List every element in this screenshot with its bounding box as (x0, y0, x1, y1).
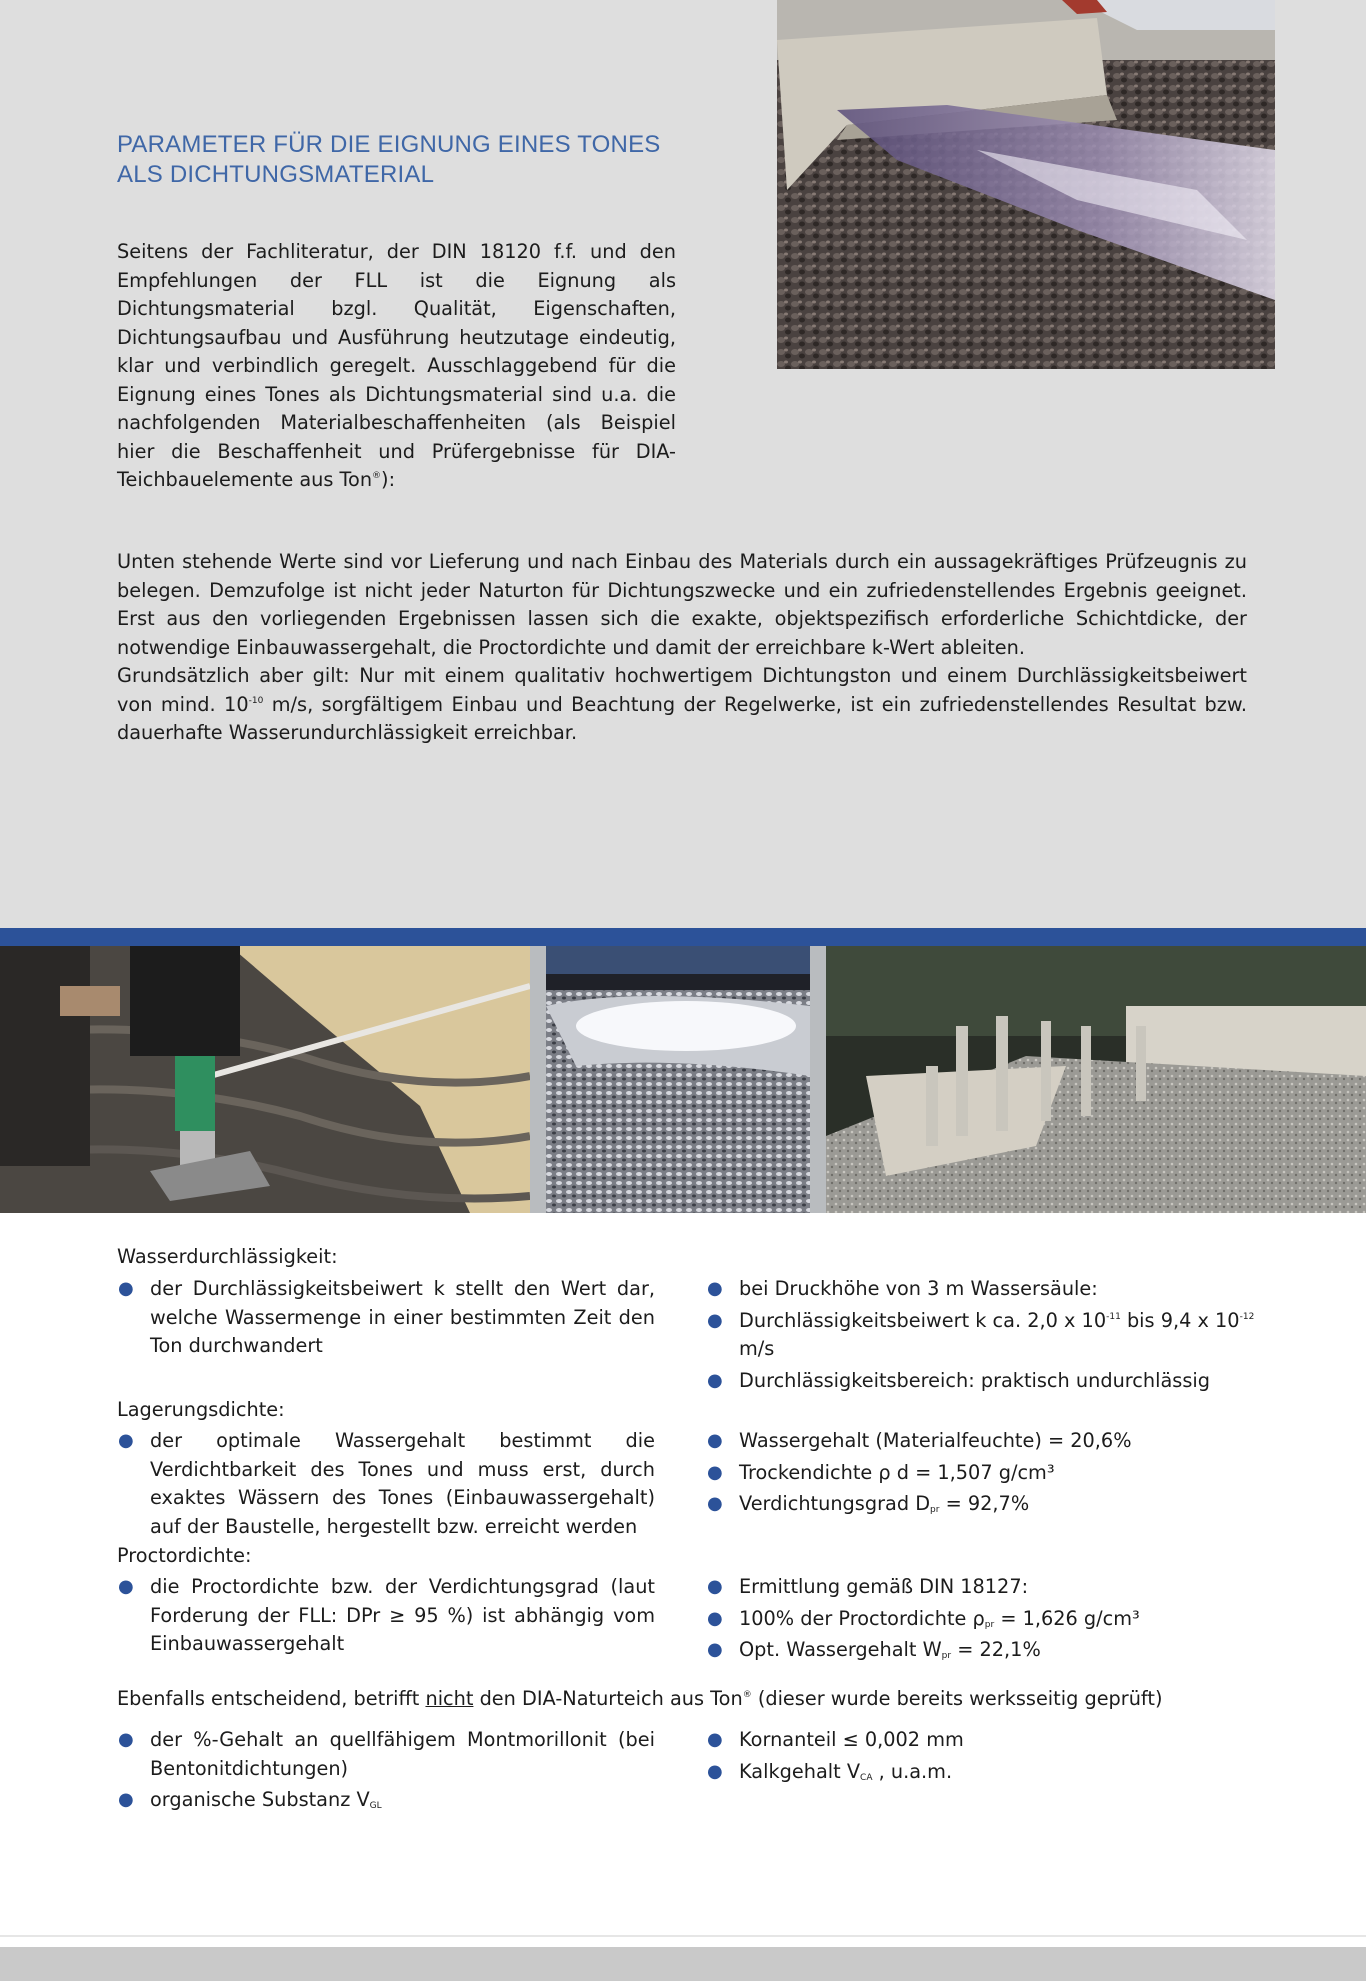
list-item: ● Kornanteil ≤ 0,002 mm (707, 1728, 964, 1751)
also-right-list (706, 1726, 1266, 1789)
principle-text-end: m/s, sorgfältigem Einbau und Beachtung der Regelwerke, ist ein zufriedenstellendes Resultat bzw. dauerhafte Wasserundurchlässigkeit erreichbar. (117, 692, 1247, 744)
list-item: ● Opt. Wassergehalt $W_{pr} = 22,1\%$ (707, 1638, 1041, 1661)
underlined-not: nicht (425, 1687, 474, 1710)
list-item: ● 100% der Proctordichte $\rho_{pr} = 1,626$ g/cm³ (707, 1606, 1140, 1630)
photo-stone-waterfall (777, 0, 1275, 369)
list-item: ● Durchlässigkeitsbeiwert k ca. 2,0 x $10^{-11}$ bis 9,4 x $10^{-12}$ m/s (707, 1308, 1255, 1360)
water-left-list (117, 1275, 655, 1364)
intro-paragraph (117, 238, 676, 495)
section-title-proctor: Proctordichte: (117, 1544, 252, 1567)
list-item: ● Kalkgehalt $V_{CA}$ , u.a.m. (707, 1759, 953, 1783)
proctor-left-list (117, 1573, 655, 1662)
principle-text: Grundsätzlich aber gilt: Nur mit einem qualitativ hochwertigem Dichtungston und einem Durchlässigkeitsbeiwert von mind. 10 (117, 664, 1247, 716)
list-item: ● Verdichtungsgrad $D_{pr} = 92,7\%$ (707, 1492, 1030, 1515)
blue-divider-band (0, 928, 1366, 946)
list-item: ● Trockendichte ρ d = 1,507 g/cm³ (707, 1460, 1055, 1484)
section-title-storage: Lagerungsdichte: (117, 1398, 285, 1421)
photo-wet-ground (546, 946, 810, 1213)
list-item: ● Durchlässigkeitsbereich: praktisch undurchlässig (707, 1368, 1210, 1392)
intro-text: Seitens der Fachliteratur, der DIN 18120 f.f. und den Empfehlungen der FLL ist die Eignung als Dichtungsmaterial bzgl. Qualität, Eigenschaften, Dichtungsaufbau und Ausführung heutzutage eindeutig, klar und verbindlich geregelt. Ausschlaggebend für die Eignung eines Tones als Dichtungsmaterial sind u.a. die nachfolgenden Materialbeschaffenheiten (als Beispiel hier die Beschaffenheit und Prüfergebnisse für DIA-Teichbauelemente aus Ton (117, 240, 676, 491)
bottom-gray-band (0, 1947, 1366, 1981)
list-item: ● Wassergehalt (Materialfeuchte) = 20,6% (707, 1429, 1132, 1452)
paragraph-principle (117, 662, 1247, 748)
photo-posts-gravel (826, 946, 1366, 1213)
also-left-list (117, 1726, 655, 1818)
storage-right-list (706, 1427, 1266, 1522)
list-item: ● die Proctordichte bzw. der Verdichtungsgrad (laut Forderung der FLL: DPr ≥ 95 %) ist abhängig vom Einbauwassergehalt (118, 1575, 655, 1655)
registered-mark: ® (372, 471, 382, 481)
heading-line-1: PARAMETER FÜR DIE EIGNUNG EINES TONES (117, 131, 661, 158)
list-item: ● der %-Gehalt an quellfähigem Montmorillonit (bei Bentonitdichtungen) (118, 1728, 655, 1780)
list-item: ● Ermittlung gemäß DIN 18127: (707, 1575, 1029, 1598)
page-heading (117, 130, 717, 190)
bottom-divider-line (0, 1935, 1366, 1937)
paragraph-values: Unten stehende Werte sind vor Lieferung und nach Einbau des Materials durch ein aussagekräftiges Prüfzeugnis zu belegen. Demzufolge ist nicht jeder Naturton für Dichtungszwecke und ein zufriedenstellendes Ergebnis geeignet. Erst aus den vorliegenden Ergebnissen lassen sich die exakte, objektspezifisch erforderliche Schichtdicke, der notwendige Einbauwassergehalt, die Proctordichte und damit der erreichbare k-Wert ableiten. (117, 550, 1247, 659)
exponent: -10 (248, 695, 264, 706)
heading-line-2: ALS DICHTUNGSMATERIAL (117, 161, 435, 188)
list-item: ● bei Druckhöhe von 3 m Wassersäule: (707, 1277, 1098, 1300)
storage-left-list (117, 1427, 655, 1544)
section-title-also: Ebenfalls entscheidend, betrifft nicht den DIA-Naturteich aus Ton® (dieser wurde bereits werksseitig geprüft) (117, 1687, 1163, 1710)
section-title-water: Wasserdurchlässigkeit: (117, 1245, 338, 1268)
photo-compactor-clay (0, 946, 530, 1213)
intro-text-end: ): (381, 468, 396, 491)
list-item: ● der Durchlässigkeitsbeiwert k stellt den Wert dar, welche Wassermenge in einer bestimmten Zeit den Ton durchwandert (118, 1277, 655, 1357)
list-item: ● organische Substanz $V_{GL}$ (118, 1788, 382, 1811)
water-right-list (706, 1275, 1266, 1398)
list-item: ● der optimale Wassergehalt bestimmt die Verdichtbarkeit des Tones und muss erst, durch exaktes Wässern des Tones (Einbauwassergehalt) auf der Baustelle, hergestellt bzw. erreicht werden (118, 1429, 655, 1538)
proctor-right-list (706, 1573, 1266, 1668)
